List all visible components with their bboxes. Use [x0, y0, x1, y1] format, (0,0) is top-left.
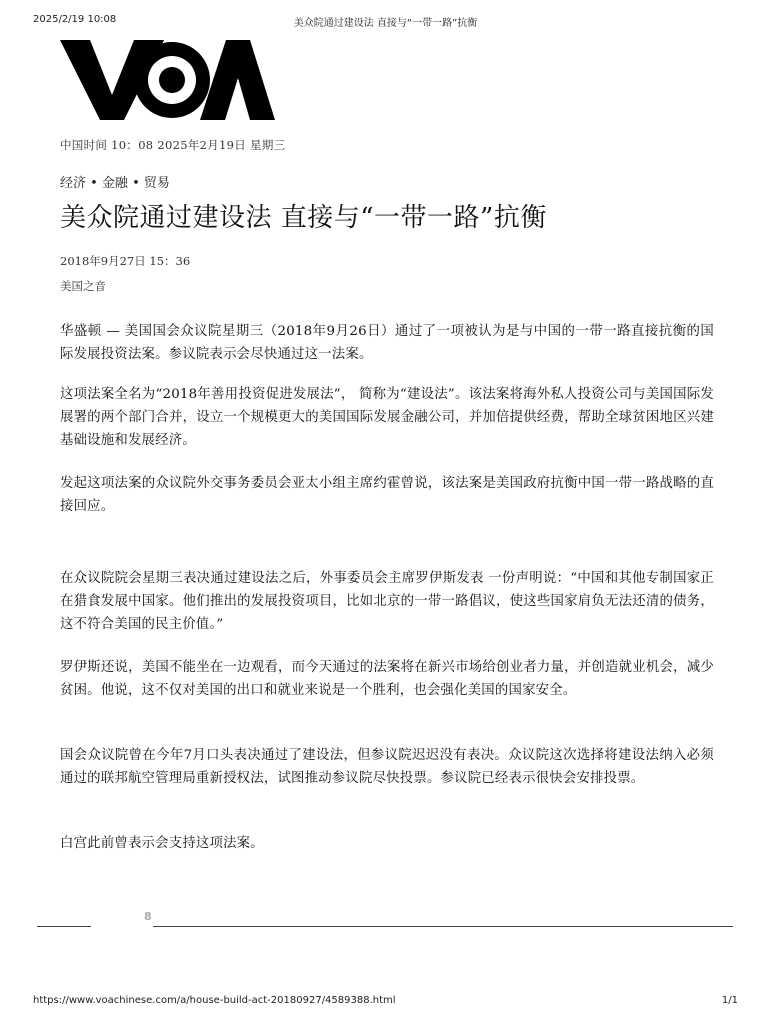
print-header: [33, 14, 738, 30]
article-publish-date: 2018年9月27日 15：36: [60, 254, 191, 268]
share-count[interactable]: 8: [144, 910, 152, 923]
divider-line: [37, 926, 91, 927]
article-headline: 美众院通过建设法 直接与“一带一路”抗衡: [60, 203, 547, 233]
print-datetime: 2025/2/19 10:08: [33, 14, 117, 25]
article-category[interactable]: 经济 • 金融 • 贸易: [60, 176, 170, 191]
article-source: 美国之音: [60, 279, 106, 293]
article-paragraph: 在众议院院会星期三表决通过建设法之后，外事委员会主席罗伊斯发表 一份声明说：“中国和其他专制国家正在猎食发展中国家。他们推出的发展投资项目，比如北京的一带一路倡议，使这些国家肩负无法还清的债务，这不符合美国的民主价值。”: [60, 571, 714, 632]
voa-logo-mark: [60, 40, 275, 120]
print-url: https://www.voachinese.com/a/house-build-act-20180927/4589388.html: [33, 995, 396, 1006]
article-paragraph: 发起这项法案的众议院外交事务委员会亚太小组主席约霍曾说，该法案是美国政府抗衡中国一带一路战略的直接回应。: [60, 476, 714, 514]
divider-line: [153, 926, 733, 927]
print-doc-title: 美众院通过建设法 直接与“一带一路”抗衡: [293, 18, 478, 29]
print-footer: [33, 995, 738, 1011]
print-page-number: 1/1: [721, 995, 738, 1006]
article-paragraph: 华盛顿 — 美国国会众议院星期三（2018年9月26日）通过了一项被认为是与中国的一带一路直接抗衡的国际发展投资法案。参议院表示会尽快通过这一法案。: [60, 324, 714, 362]
article-paragraph: 白宫此前曾表示会支持这项法案。: [60, 836, 264, 851]
voa-logo[interactable]: [60, 40, 275, 120]
article-paragraph: 罗伊斯还说，美国不能坐在一边观看，而今天通过的法案将在新兴市场给创业者力量，并创造就业机会，减少贫困。他说，这不仅对美国的出口和就业来说是一个胜利，也会强化美国的国家安全。: [60, 660, 714, 698]
article-paragraph: 国会众议院曾在今年7月口头表决通过了建设法，但参议院迟迟没有表决。众议院这次选择将建设法纳入必须通过的联邦航空管理局重新授权法，试图推动参议院尽快投票。参议院已经表示很快会安排投票。: [60, 748, 714, 786]
site-timeline: 中国时间 10：08 2025年2月19日 星期三: [60, 138, 286, 152]
article-paragraph: 这项法案全名为“2018年善用投资促进发展法”， 简称为“建设法”。该法案将海外私人投资公司与美国国际发展署的两个部门合并，设立一个规模更大的美国国际发展金融公司，并加倍提供经费，帮助全球贫困地区兴建基础设施和发展经济。: [60, 387, 714, 448]
